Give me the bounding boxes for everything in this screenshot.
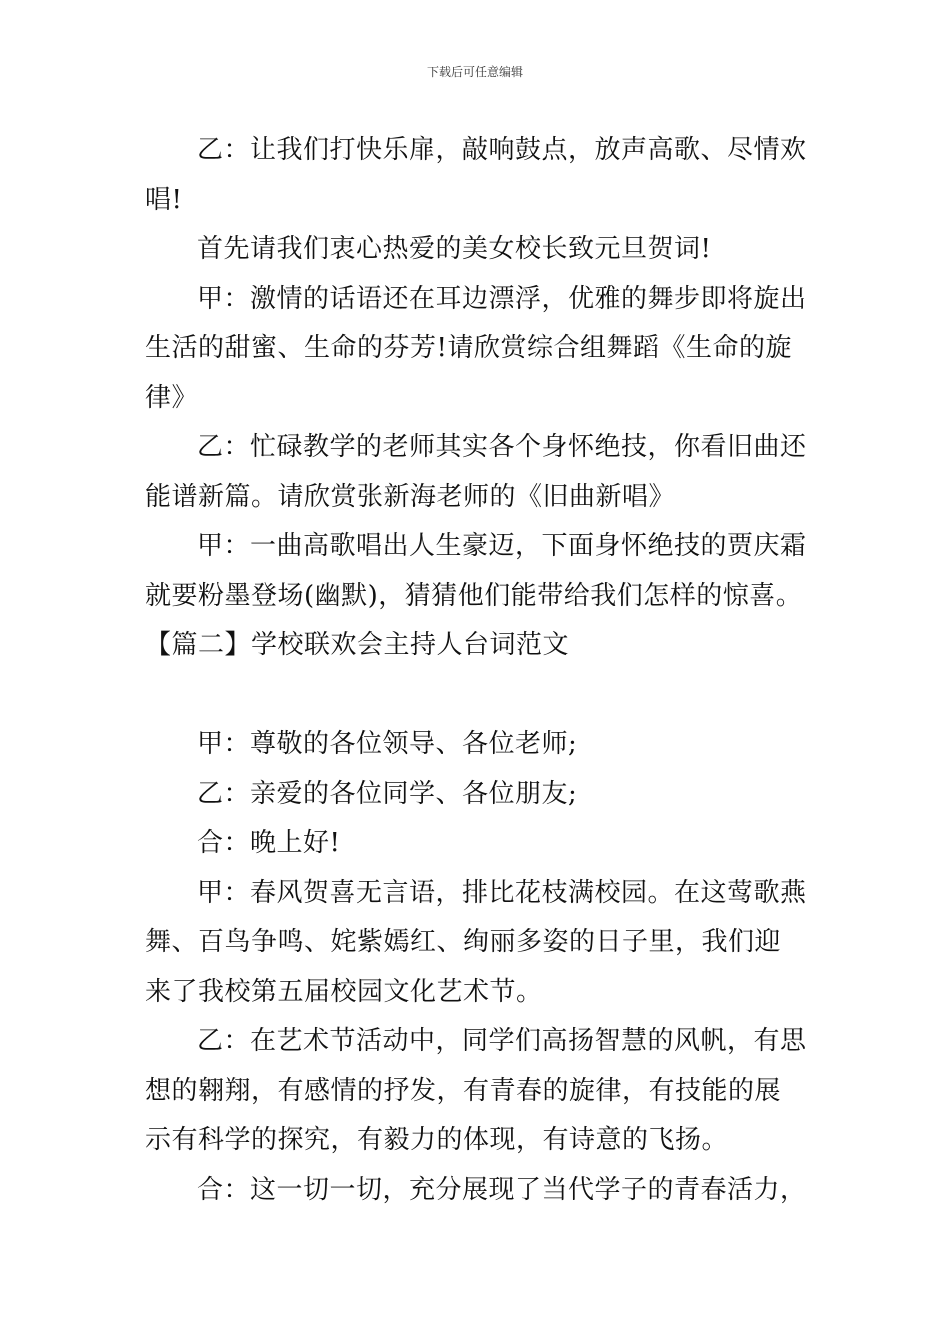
paragraph: 首先请我们衷心热爱的美女校长致元旦贺词!: [197, 234, 712, 264]
paragraph: 乙：在艺术节活动中，同学们高扬智慧的风帆，有思想的翱翔，有感情的抒发，有青春的旋律，有技能的展示有科学的探究，有毅力的体现，有诗意的飞扬。: [145, 1026, 807, 1155]
paragraph: 甲：激情的话语还在耳边漂浮，优雅的舞步即将旋出生活的甜蜜、生命的芬芳!请欣赏综合组舞蹈《生命的旋律》: [145, 283, 807, 413]
document-body: [145, 126, 807, 1215]
paragraph: 乙：亲爱的各位同学、各位朋友;: [197, 778, 578, 809]
paragraph: 乙：让我们打快乐扉，敲响鼓点，放声高歌、尽情欢唱!: [145, 135, 807, 215]
paragraph: 合：晚上好!: [197, 828, 341, 858]
paragraph: 甲：春风贺喜无言语，排比花枝满校园。在这莺歌燕舞、百鸟争鸣、姹紫嫣红、绚丽多姿的日子里，我们迎来了我校第五届校园文化艺术节。: [145, 877, 807, 1007]
paragraph: 乙：忙碌教学的老师其实各个身怀绝技，你看旧曲还能谱新篇。请欣赏张新海老师的《旧曲新唱》: [145, 432, 807, 512]
paragraph: 甲：一曲高歌唱出人生豪迈，下面身怀绝技的贾庆霜就要粉墨登场(幽默)，猜猜他们能带给我们怎样的惊喜。: [145, 531, 807, 611]
page-header: 下载后可任意编辑: [426, 65, 523, 79]
paragraph: 甲：尊敬的各位领导、各位老师;: [197, 729, 578, 759]
section-heading: 【篇二】学校联欢会主持人台词范文: [145, 630, 570, 660]
paragraph: 合：这一切一切，充分展现了当代学子的青春活力，: [197, 1174, 807, 1205]
blank-line: [145, 671, 807, 721]
